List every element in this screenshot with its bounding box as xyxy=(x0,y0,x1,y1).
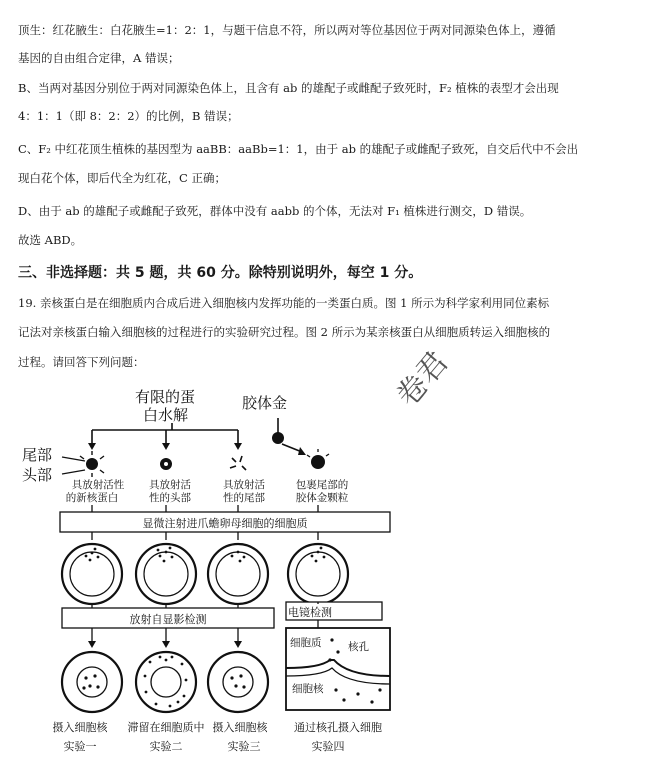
head-fragment-icon xyxy=(160,458,172,470)
result-label-2: 滞留在细胞质中 xyxy=(127,721,205,734)
result-label-3: 摄入细胞核 xyxy=(212,721,268,734)
col3-label-2: 性的尾部 xyxy=(223,492,265,504)
injected-dots-row-1 xyxy=(85,547,326,563)
text-line-8: 故选 ABD。 xyxy=(18,233,83,247)
experiment-label-4: 实验四 xyxy=(311,740,345,753)
em-label-nucleus: 细胞核 xyxy=(292,683,324,695)
bracket-lines xyxy=(92,418,302,452)
text-line-5: C、F₂ 中红花顶生植株的基因型为 aaBB：aaBb=1：1，由于 ab 的雄配子或雌配子致死，自交后代中不会出 xyxy=(18,142,579,156)
em-label-cytoplasm: 细胞质 xyxy=(290,637,322,649)
oocyte-row-1 xyxy=(62,544,348,604)
col2-label-2: 性的头部 xyxy=(149,492,191,504)
microinjection-bar-label: 显微注射进爪蟾卵母细胞的细胞质 xyxy=(142,517,308,530)
col4-label-1: 包裹尾部的 xyxy=(295,479,349,491)
text-line-4: 4：1：1（即 8：2：2）的比例，B 错误； xyxy=(18,109,239,123)
gold-wrapped-tail-icon xyxy=(307,449,329,469)
watermark: 卷君 xyxy=(389,345,456,414)
label-limited-hydrolysis-2: 白水解 xyxy=(143,406,189,424)
experiment-label-2: 实验二 xyxy=(149,740,183,753)
col2-label-1: 具放射活 xyxy=(149,479,191,491)
nucleoplasmin-protein-icon xyxy=(80,451,104,477)
question-line-3: 过程。请回答下列问题： xyxy=(18,355,145,369)
text-line-3: B、当两对基因分别位于两对同源染色体上，且含有 ab 的雄配子或雌配子致死时，F₂ 植株的表型才会出现 xyxy=(18,81,559,95)
em-label-pore: 核孔 xyxy=(348,641,369,653)
label-limited-hydrolysis-1: 有限的蛋 xyxy=(135,388,196,406)
electron-microscopy-bar-label: 电镜检测 xyxy=(288,606,332,619)
label-head: 头部 xyxy=(22,466,53,484)
col1-label-2: 的新核蛋白 xyxy=(65,492,119,504)
question-line-2: 记法对亲核蛋白输入细胞核的过程进行的实验研究过程。图 2 所示为某亲核蛋白从细胞质转运入细胞核的 xyxy=(18,325,551,339)
question-line-1: 19. 亲核蛋白是在细胞质内合成后进入细胞核内发挥功能的一类蛋白质。图 1 所示为科学家利用同位素标 xyxy=(18,296,550,310)
label-colloid-gold: 胶体金 xyxy=(242,394,288,412)
text-line-2: 基因的自由组合定律，A 错误； xyxy=(18,51,180,65)
experiment-label-3: 实验三 xyxy=(227,740,261,753)
colloid-gold-particle-icon xyxy=(272,432,284,444)
col4-label-2: 胶体金颗粒 xyxy=(295,492,349,504)
col3-label-1: 具放射活 xyxy=(223,479,265,491)
text-line-1: 顶生：红花腋生：白花腋生=1：2：1，与题干信息不符，所以两对等位基因位于两对同源染色体上，遵循 xyxy=(18,23,556,37)
text-line-7: D、由于 ab 的雄配子或雌配子致死，群体中没有 aabb 的个体，无法对 F₁ 植株进行测交，D 错误。 xyxy=(18,204,532,218)
col1-label-1: 具放射活性 xyxy=(71,479,125,491)
autoradiography-bar-label: 放射自显影检测 xyxy=(129,613,207,626)
text-line-6: 现白花个体，即后代全为红花，C 正确； xyxy=(18,171,226,185)
section-heading: 三、非选择题：共 5 题，共 60 分。除特别说明外，每空 1 分。 xyxy=(18,265,423,281)
result-label-1: 摄入细胞核 xyxy=(52,721,108,734)
experiment-label-1: 实验一 xyxy=(63,740,97,753)
tail-fragment-icon xyxy=(230,456,246,470)
result-label-4: 通过核孔摄入细胞 xyxy=(294,721,382,734)
label-tail: 尾部 xyxy=(22,446,53,464)
result-cells xyxy=(62,652,268,712)
bracket-arrowheads xyxy=(88,443,306,455)
